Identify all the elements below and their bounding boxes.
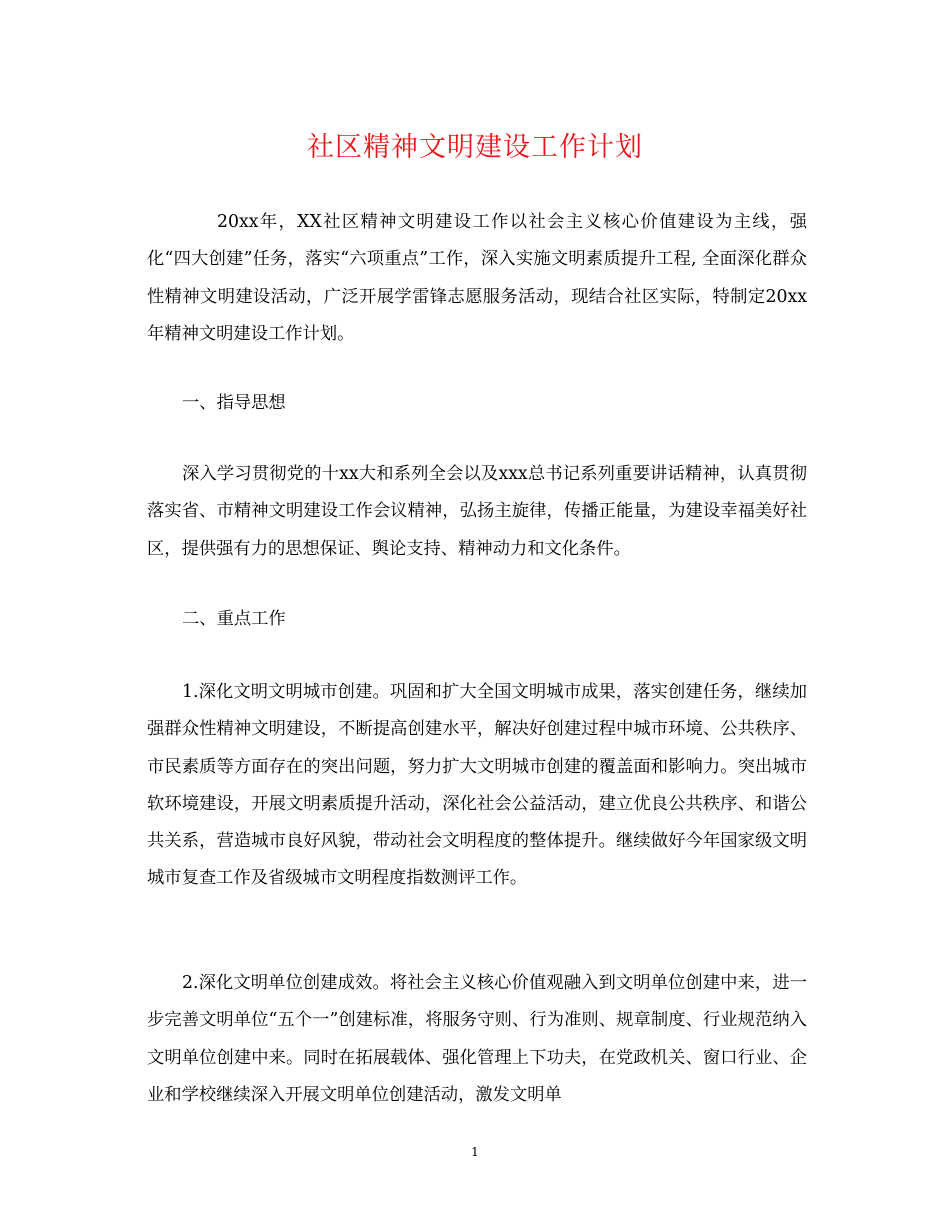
section-heading-guiding-thought: 一、指导思想 (182, 393, 286, 413)
document-title: 社区精神文明建设工作计划 (307, 132, 643, 163)
key-work-item-2: 2.深化文明单位创建成效。将社会主义核心价值观融入到文明单位创建中来，进一步完善文明单位“五个一”创建标准，将服务守则、行为准则、规章制度、行业规范纳入文明单位创建中来。同时在拓展载体、强化管理上下功夫，在党政机关、窗口行业、企业和学校继续深入开展文明单位创建活动，激发文明单 (147, 973, 807, 1105)
guiding-thought-paragraph: 深入学习贯彻党的十xx大和系列全会以及xxx总书记系列重要讲话精神，认真贯彻落实省、市精神文明建设工作会议精神，弘扬主旋律，传播正能量，为建设幸福美好社区，提供强有力的思想保证、舆论支持、精神动力和文化条件。 (147, 464, 807, 559)
key-work-item-1: 1.深化文明文明城市创建。巩固和扩大全国文明城市成果，落实创建任务，继续加强群众性精神文明建设，不断提高创建水平，解决好创建过程中城市环境、公共秩序、市民素质等方面存在的突出问题，努力扩大文明城市创建的覆盖面和影响力。突出城市软环境建设，开展文明素质提升活动，深化社会公益活动，建立优良公共秩序、和谐公共关系，营造城市良好风貌，带动社会文明程度的整体提升。继续做好今年国家级文明城市复查工作及省级城市文明程度指数测评工作。 (147, 682, 807, 889)
page-number: 1 (471, 1145, 479, 1159)
intro-paragraph: 20xx年，XX社区精神文明建设工作以社会主义核心价值建设为主线，强化“四大创建”任务，落实“六项重点”工作，深入实施文明素质提升工程, 全面深化群众性精神文明建设活动，广泛开展学雷锋志愿服务活动，现结合社区实际，特制定20xx年精神文明建设工作计划。 (147, 212, 807, 344)
section-heading-key-work: 二、重点工作 (182, 609, 286, 629)
